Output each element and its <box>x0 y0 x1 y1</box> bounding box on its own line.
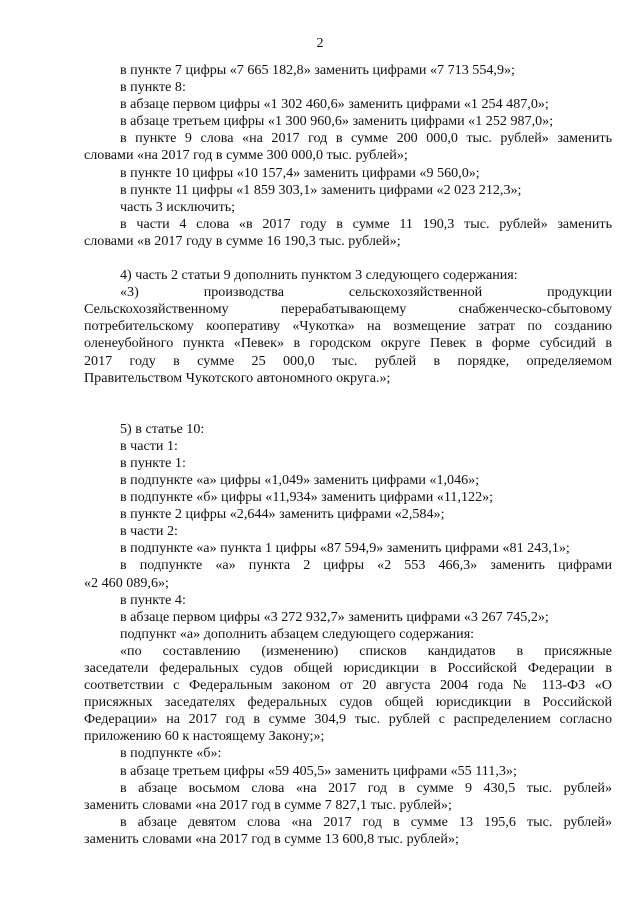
text-line: в части 1: <box>120 437 178 454</box>
text-line: в абзаце третьем цифры «59 405,5» заменить цифрами «55 111,3»; <box>120 762 517 779</box>
text-line: словами «на 2017 год в сумме 300 000,0 тыс. рублей»; <box>84 147 408 164</box>
text-line: в абзаце восьмом слова «на 2017 год в сумме 9 430,5 тыс. рублей» <box>120 779 612 796</box>
text-line: в подпункте «б»: <box>120 745 222 762</box>
text-line: часть 3 исключить; <box>120 198 236 215</box>
text-line: в абзаце первом цифры «1 302 460,6» заменить цифрами «1 254 487,0»; <box>120 96 549 113</box>
text-line: соответствии с Федеральным законом от 20 августа 2004 года № 113-ФЗ «О <box>84 677 612 694</box>
text-line: приложению 60 к настоящему Закону;»; <box>84 728 325 745</box>
blank-line <box>84 387 612 404</box>
text-line: в пункте 11 цифры «1 859 303,1» заменить цифрами «2 023 212,3»; <box>120 181 522 198</box>
text-line: заседатели федеральных судов общей юрисдикции в Российской Федерации в <box>84 660 612 676</box>
text-line: 2017 году в сумме 25 000,0 тыс. рублей в порядке, определяемом <box>84 352 612 369</box>
text-line: присяжных заседателях федеральных судов общей юрисдикции в Российской <box>84 694 612 711</box>
text-line: в пункте 8: <box>120 79 186 96</box>
text-line: в подпункте «а» пункта 1 цифры «87 594,9» заменить цифрами «81 243,1»; <box>120 540 570 557</box>
text-line: в пункте 9 слова «на 2017 год в сумме 200 000,0 тыс. рублей» заменить <box>120 130 612 147</box>
text-line: в абзаце третьем цифры «1 300 960,6» заменить цифрами «1 252 987,0»; <box>120 113 554 130</box>
text-line: оленеубойного пункта «Певек» в городском округе Певек в форме субсидий в <box>84 335 612 352</box>
text-line: в подпункте «а» цифры «1,049» заменить цифрами «1,046»; <box>120 471 480 488</box>
text-line: в пункте 1: <box>120 454 186 471</box>
text-line: подпункт «а» дополнить абзацем следующего содержания: <box>120 625 475 642</box>
blank-line <box>84 404 612 421</box>
text-line: в пункте 2 цифры «2,644» заменить цифрами «2,584»; <box>120 506 445 523</box>
text-line: в абзаце первом цифры «3 272 932,7» заменить цифрами «3 267 745,2»; <box>120 608 549 625</box>
text-line: словами «в 2017 году в сумме 16 190,3 тыс. рублей»; <box>84 232 401 249</box>
text-line: заменить словами «на 2017 год в сумме 7 827,1 тыс. рублей»; <box>84 796 452 813</box>
blank-line <box>84 250 612 267</box>
text-line: в подпункте «а» пункта 2 цифры «2 553 466,3» заменить цифрами <box>120 557 612 574</box>
text-line: в пункте 10 цифры «10 157,4» заменить цифрами «9 560,0»; <box>120 164 480 181</box>
text-line: потребительскому кооперативу «Чукотка» на возмещение затрат по созданию <box>84 318 612 335</box>
text-line: Федерации» на 2017 год в сумме 304,9 тыс. рублей с распределением согласно <box>84 711 612 728</box>
text-line: «2 460 089,6»; <box>84 574 169 591</box>
text-line: «3) производства сельскохозяйственной продукции <box>120 284 612 301</box>
text-line: в пункте 7 цифры «7 665 182,8» заменить цифрами «7 713 554,9»; <box>120 62 515 78</box>
text-line: Сельскохозяйственному перерабатывающему снабженческо-сбытовому <box>84 301 612 318</box>
text-line: заменить словами «на 2017 год в сумме 13 600,8 тыс. рублей»; <box>84 830 459 847</box>
text-line: «по составлению (изменению) списков кандидатов в присяжные <box>120 642 612 659</box>
text-line: в части 4 слова «в 2017 году в сумме 11 190,3 тыс. рублей» заменить <box>120 215 612 232</box>
text-line: в подпункте «б» цифры «11,934» заменить цифрами «11,122»; <box>120 489 494 506</box>
text-line: в пункте 4: <box>120 591 186 608</box>
text-line: в части 2: <box>120 523 178 540</box>
text-line: Правительством Чукотского автономного округа.»; <box>84 369 391 386</box>
text-line: 4) часть 2 статьи 9 дополнить пунктом 3 следующего содержания: <box>120 267 518 284</box>
document-body <box>84 62 612 848</box>
text-line: 5) в статье 10: <box>120 420 205 437</box>
text-line: в абзаце девятом слова «на 2017 год в сумме 13 195,6 тыс. рублей» <box>120 813 612 830</box>
page-number: 2 <box>316 36 324 51</box>
